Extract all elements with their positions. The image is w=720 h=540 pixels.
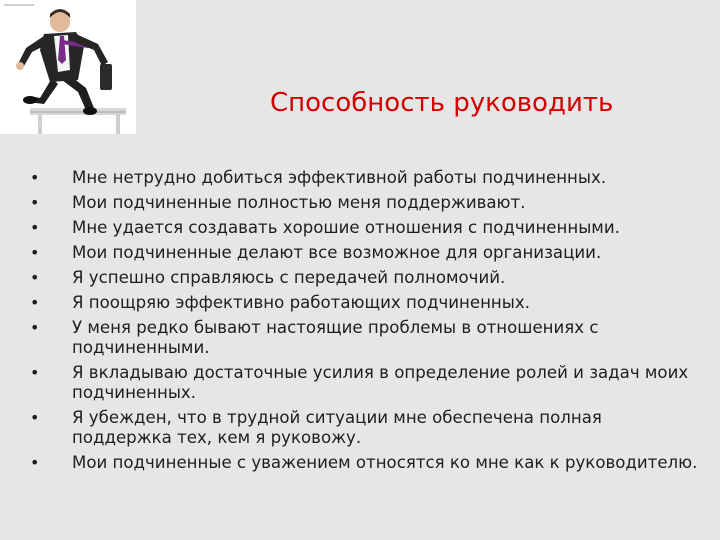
bullet-text: У меня редко бывают настоящие проблемы в отношениях с подчиненными.: [72, 318, 599, 357]
bullet-icon: •: [30, 453, 40, 472]
bullet-text: Я поощряю эффективно работающих подчиненных.: [72, 293, 530, 312]
bullet-text: Я убежден, что в трудной ситуации мне обеспечена полная поддержка тех, кем я руковожу.: [72, 408, 602, 447]
bullet-icon: •: [30, 293, 40, 312]
bullet-icon: •: [30, 363, 40, 382]
bullet-icon: •: [30, 218, 40, 237]
bullet-icon: •: [30, 408, 40, 427]
list-item: [30, 168, 700, 188]
list-item: [30, 318, 700, 358]
bullet-text: Мне удается создавать хорошие отношения с подчиненными.: [72, 218, 620, 237]
bullet-icon: •: [30, 268, 40, 287]
list-item: [30, 243, 700, 263]
list-item: [30, 453, 700, 473]
list-item: [30, 363, 700, 403]
slide-title: Способность руководить: [270, 88, 614, 118]
businessman-jumping-hurdle-photo: [0, 0, 136, 134]
bullet-text: Я успешно справляюсь с передачей полномочий.: [72, 268, 506, 287]
bullet-icon: •: [30, 318, 40, 337]
bullet-text: Мои подчиненные делают все возможное для организации.: [72, 243, 602, 262]
bullet-text: Мои подчиненные полностью меня поддерживают.: [72, 193, 526, 212]
bullet-list: [30, 168, 700, 478]
bullet-icon: •: [30, 168, 40, 187]
list-item: [30, 293, 700, 313]
list-item: [30, 268, 700, 288]
list-item: [30, 408, 700, 448]
bullet-text: Мне нетрудно добиться эффективной работы подчиненных.: [72, 168, 607, 187]
list-item: [30, 193, 700, 213]
bullet-text: Я вкладываю достаточные усилия в определение ролей и задач моих подчиненных.: [72, 363, 689, 402]
bullet-text: Мои подчиненные с уважением относятся ко мне как к руководителю.: [72, 453, 698, 472]
bullet-icon: •: [30, 243, 40, 262]
bullet-icon: •: [30, 193, 40, 212]
list-item: [30, 218, 700, 238]
